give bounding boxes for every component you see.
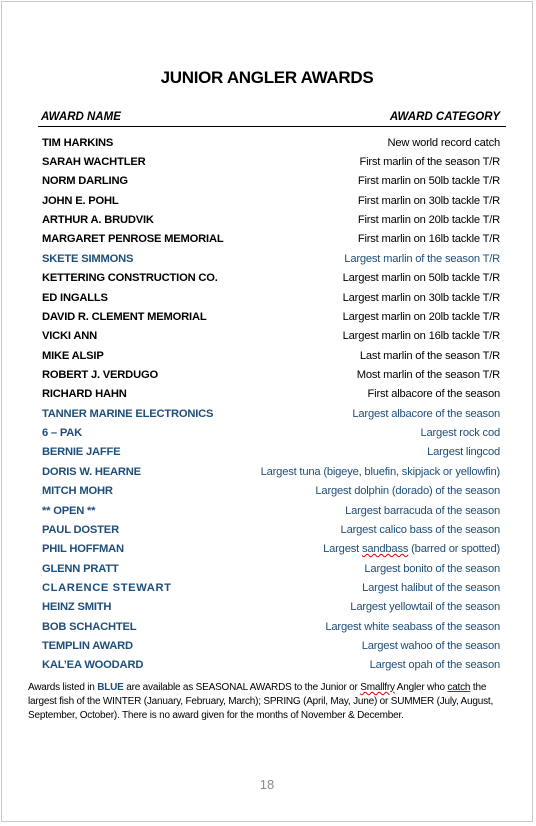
award-name: KAL’EA WOODARD — [42, 659, 144, 672]
award-row — [42, 210, 500, 229]
award-name: MITCH MOHR — [42, 485, 113, 498]
award-row — [42, 249, 500, 268]
award-category: Largest marlin on 16lb tackle T/R — [342, 330, 500, 343]
award-name: ED INGALLS — [42, 291, 108, 304]
award-row — [42, 443, 500, 462]
award-name: 6 – PAK — [42, 427, 83, 440]
award-name: KETTERING CONSTRUCTION CO. — [42, 272, 218, 285]
award-row — [42, 365, 500, 384]
award-row — [42, 520, 500, 539]
award-row — [42, 133, 500, 152]
spelling-flagged-word: sandbass — [361, 543, 409, 556]
award-category: Largest albacore of the season — [352, 407, 500, 420]
award-category: Largest marlin on 50lb tackle T/R — [342, 272, 500, 285]
award-category: Last marlin of the season T/R — [359, 349, 500, 362]
award-category: First marlin on 16lb tackle T/R — [357, 233, 500, 246]
award-name: ROBERT J. VERDUGO — [42, 368, 158, 381]
award-row — [42, 385, 500, 404]
note-text-4: the largest fish of the WINTER (January, February, March); SPRING (April, May, June) or SUMMER (July, August, September, October). There is no award given for the months of November & December. — [28, 682, 494, 721]
award-row — [42, 656, 500, 675]
award-category: First albacore of the season — [367, 388, 500, 401]
award-category: Largest rock cod — [420, 427, 500, 440]
award-name: PAUL DOSTER — [42, 523, 119, 536]
award-row — [42, 598, 500, 617]
award-name: SKETE SIMMONS — [42, 252, 134, 265]
award-category: First marlin on 50lb tackle T/R — [357, 175, 500, 188]
award-name: MARGARET PENROSE MEMORIAL — [42, 233, 224, 246]
award-row — [42, 559, 500, 578]
award-category: Largest lingcod — [427, 446, 500, 459]
award-category-text: Largest — [323, 543, 362, 556]
award-name: NORM DARLING — [42, 175, 128, 188]
award-category: Largest marlin of the season T/R — [344, 252, 500, 265]
award-category: Largest opah of the season — [369, 659, 500, 672]
award-category — [323, 543, 500, 555]
award-row — [42, 462, 500, 481]
award-name: ARTHUR A. BRUDVIK — [42, 214, 154, 227]
header-rule — [38, 126, 506, 127]
award-row — [42, 481, 500, 500]
award-name: ** OPEN ** — [42, 504, 96, 517]
seasonal-note — [28, 681, 504, 723]
award-category: Largest white seabass of the season — [325, 620, 500, 633]
page-number: 18 — [259, 777, 275, 792]
award-category: First marlin on 20lb tackle T/R — [357, 214, 500, 227]
award-name: PHIL HOFFMAN — [42, 543, 124, 556]
award-row — [42, 327, 500, 346]
award-name: DAVID R. CLEMENT MEMORIAL — [42, 310, 207, 323]
award-row — [42, 269, 500, 288]
award-row — [42, 230, 500, 249]
header-award-name: AWARD NAME — [41, 111, 121, 123]
award-name: BOB SCHACHTEL — [42, 620, 137, 633]
note-text-1: Awards listed in — [28, 682, 98, 693]
award-name: TIM HARKINS — [42, 136, 114, 149]
award-name: SARAH WACHTLER — [42, 156, 146, 169]
awards-list — [42, 133, 500, 675]
document-page — [1, 1, 533, 822]
page-title: JUNIOR ANGLER AWARDS — [160, 68, 374, 87]
award-category-text: (barred or spotted) — [408, 543, 500, 556]
award-category: First marlin of the season T/R — [359, 156, 500, 169]
award-row — [42, 404, 500, 423]
award-name: DORIS W. HEARNE — [42, 465, 141, 478]
award-row — [42, 617, 500, 636]
note-text-2: are available as SEASONAL AWARDS to the Junior or — [123, 682, 361, 693]
note-smallfry: Smallfry — [360, 682, 395, 693]
award-category: Largest marlin on 30lb tackle T/R — [342, 291, 500, 304]
award-row — [42, 152, 500, 171]
award-name: VICKI ANN — [42, 330, 97, 343]
award-row — [42, 307, 500, 326]
award-name: CLARENCE STEWART — [42, 581, 172, 594]
award-category: Largest dolphin (dorado) of the season — [315, 485, 500, 498]
award-row — [42, 578, 500, 597]
award-name: BERNIE JAFFE — [42, 446, 121, 459]
award-category: Largest yellowtail of the season — [350, 601, 500, 614]
award-row — [42, 501, 500, 520]
note-text-3: Angler who — [394, 682, 448, 693]
award-name: JOHN E. POHL — [42, 194, 119, 207]
award-category: Largest marlin on 20lb tackle T/R — [342, 310, 500, 323]
award-category: Most marlin of the season T/R — [356, 368, 500, 381]
note-catch: catch — [447, 682, 471, 693]
award-row — [42, 191, 500, 210]
award-name: MIKE ALSIP — [42, 349, 104, 362]
award-name: HEINZ SMITH — [42, 601, 112, 614]
award-category: Largest bonito of the season — [364, 562, 500, 575]
note-blue: BLUE — [97, 682, 124, 693]
award-category: Largest barracuda of the season — [345, 504, 500, 517]
award-name: TEMPLIN AWARD — [42, 640, 133, 653]
award-category: Largest halibut of the season — [362, 581, 500, 594]
award-category: New world record catch — [387, 136, 500, 149]
award-row — [42, 423, 500, 442]
award-row — [42, 288, 500, 307]
award-row — [42, 540, 500, 559]
header-award-category: AWARD CATEGORY — [389, 111, 500, 123]
award-row — [42, 636, 500, 655]
award-name: RICHARD HAHN — [42, 388, 127, 401]
award-category: Largest tuna (bigeye, bluefin, skipjack or yellowfin) — [260, 465, 500, 478]
award-category: Largest calico bass of the season — [340, 523, 500, 536]
award-category: Largest wahoo of the season — [361, 640, 500, 653]
award-name: GLENN PRATT — [42, 562, 119, 575]
award-category: First marlin on 30lb tackle T/R — [357, 194, 500, 207]
award-row — [42, 346, 500, 365]
award-row — [42, 172, 500, 191]
award-name: TANNER MARINE ELECTRONICS — [42, 407, 214, 420]
